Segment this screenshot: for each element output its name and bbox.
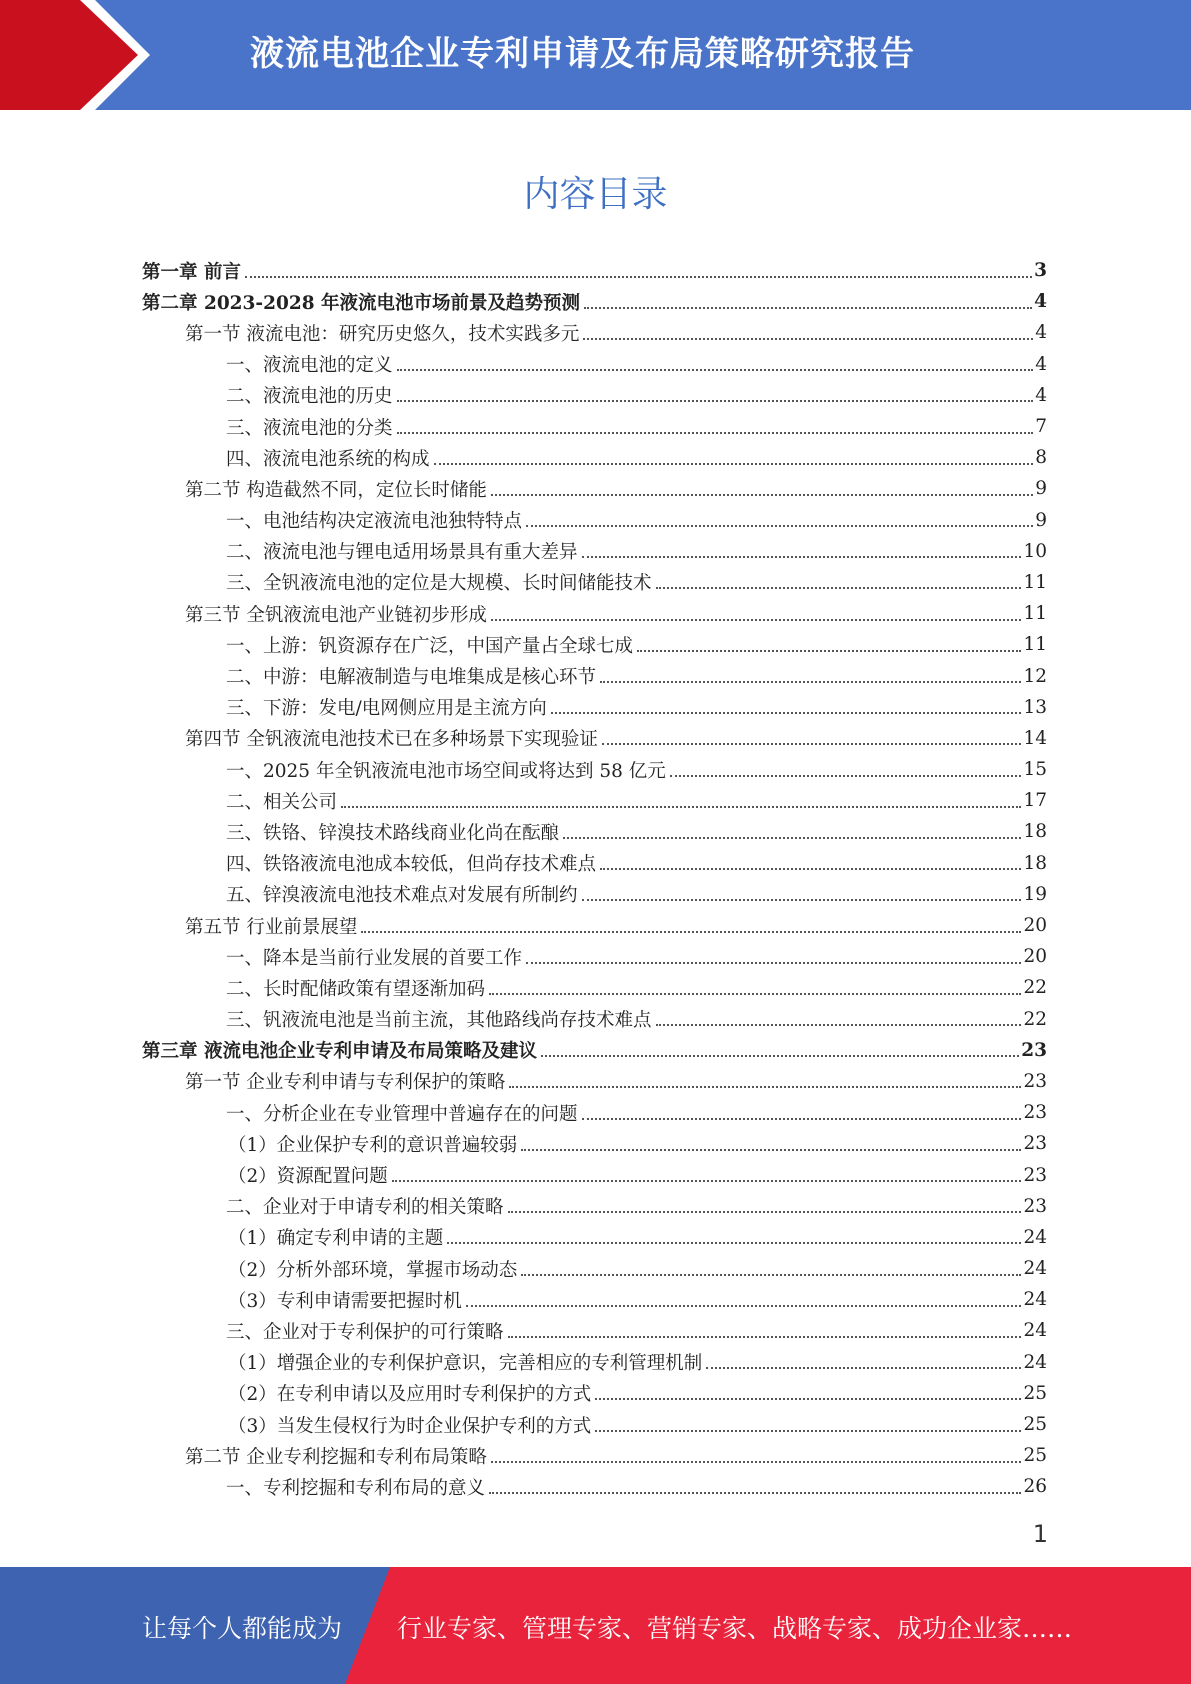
- toc-leader-dots: [434, 463, 1034, 465]
- toc-entry-page: 4: [1035, 322, 1047, 344]
- toc-leader-dots: [595, 1398, 1021, 1400]
- toc-entry-page: 24: [1023, 1351, 1047, 1373]
- toc-entry[interactable]: [142, 1347, 1047, 1378]
- toc-entry-page: 25: [1023, 1445, 1047, 1467]
- toc-entry-page: 17: [1023, 790, 1047, 812]
- toc-entry-page: 11: [1023, 603, 1047, 625]
- toc-leader-dots: [600, 681, 1021, 683]
- toc-leader-dots: [637, 650, 1021, 652]
- toc-entry-label: 四、铁铬液流电池成本较低，但尚存技术难点: [226, 854, 597, 876]
- toc-leader-dots: [595, 1430, 1021, 1432]
- toc-entry-label: （1）增强企业的专利保护意识，完善相应的专利管理机制: [228, 1353, 703, 1375]
- toc-entry[interactable]: [142, 1315, 1047, 1346]
- page-number: 1: [1032, 1520, 1048, 1548]
- toc-entry-label: 三、铁铬、锌溴技术路线商业化尚在酝酿: [226, 822, 560, 844]
- toc-entry-page: 4: [1034, 291, 1047, 313]
- toc-entry-page: 25: [1023, 1382, 1047, 1404]
- toc-leader-dots: [509, 1086, 1021, 1088]
- toc-entry[interactable]: [142, 1128, 1047, 1159]
- toc-entry[interactable]: [142, 1440, 1047, 1471]
- toc-entry[interactable]: [142, 442, 1047, 473]
- toc-leader-dots: [397, 400, 1034, 402]
- toc-leader-dots: [602, 743, 1022, 745]
- table-of-contents: [142, 255, 1047, 1503]
- toc-entry-label: 二、企业对于申请专利的相关策略: [226, 1197, 504, 1219]
- toc-entry[interactable]: [142, 567, 1047, 598]
- toc-entry-label: 二、中游：电解液制造与电堆集成是核心环节: [226, 667, 597, 689]
- toc-leader-dots: [447, 1242, 1021, 1244]
- toc-leader-dots: [584, 307, 1032, 309]
- toc-entry[interactable]: [142, 1191, 1047, 1222]
- toc-entry-label: 一、电池结构决定液流电池独特特点: [226, 511, 523, 533]
- toc-leader-dots: [491, 494, 1033, 496]
- toc-entry-label: 第三节 全钒液流电池产业链初步形成: [185, 604, 487, 626]
- toc-leader-dots: [521, 1149, 1021, 1151]
- toc-entry-label: （3）专利申请需要把握时机: [228, 1290, 462, 1312]
- toc-entry[interactable]: [142, 1066, 1047, 1097]
- toc-leader-dots: [341, 806, 1021, 808]
- footer-slogan-right: 行业专家、管理专家、营销专家、战略专家、成功企业家……: [397, 1614, 1073, 1643]
- toc-entry[interactable]: [142, 910, 1047, 941]
- toc-leader-dots: [600, 868, 1021, 870]
- toc-entry-label: 第五节 行业前景展望: [185, 916, 358, 938]
- toc-entry-page: 23: [1023, 1164, 1047, 1186]
- toc-entry-label: 五、锌溴液流电池技术难点对发展有所制约: [226, 885, 578, 907]
- toc-entry-label: 一、上游：钒资源存在广泛，中国产量占全球七成: [226, 635, 634, 657]
- toc-entry-page: 24: [1023, 1258, 1047, 1280]
- toc-entry-page: 12: [1023, 665, 1047, 687]
- footer-slogan-left: 让每个人都能成为: [142, 1614, 343, 1643]
- toc-leader-dots: [491, 1461, 1022, 1463]
- toc-entry[interactable]: [142, 1035, 1047, 1066]
- toc-entry-page: 25: [1023, 1414, 1047, 1436]
- toc-entry[interactable]: [142, 1222, 1047, 1253]
- toc-entry-label: 二、液流电池与锂电适用场景具有重大差异: [226, 542, 578, 564]
- toc-entry[interactable]: [142, 1159, 1047, 1190]
- toc-leader-dots: [541, 1055, 1019, 1057]
- toc-leader-dots: [361, 931, 1021, 933]
- toc-entry-page: 23: [1023, 1195, 1047, 1217]
- toc-leader-dots: [670, 775, 1022, 777]
- toc-entry-label: 三、全钒液流电池的定位是大规模、长时间储能技术: [226, 573, 652, 595]
- toc-entry-label: 一、分析企业在专业管理中普遍存在的问题: [226, 1103, 578, 1125]
- toc-entry-page: 22: [1023, 1008, 1047, 1030]
- toc-entry-label: 三、企业对于专利保护的可行策略: [226, 1321, 504, 1343]
- toc-leader-dots: [508, 1211, 1022, 1213]
- toc-entry[interactable]: [142, 473, 1047, 504]
- toc-entry-page: 18: [1023, 852, 1047, 874]
- toc-entry-label: 一、专利挖掘和专利布局的意义: [226, 1477, 486, 1499]
- toc-heading: 内容目录: [523, 174, 668, 215]
- toc-entry[interactable]: [142, 1409, 1047, 1440]
- toc-entry[interactable]: [142, 411, 1047, 442]
- toc-entry[interactable]: [142, 723, 1047, 754]
- toc-leader-dots: [582, 556, 1022, 558]
- toc-entry[interactable]: [142, 692, 1047, 723]
- toc-entry[interactable]: [142, 286, 1047, 317]
- toc-leader-dots: [521, 1274, 1021, 1276]
- toc-entry-label: 二、相关公司: [226, 791, 338, 813]
- toc-entry-page: 11: [1023, 634, 1047, 656]
- toc-entry[interactable]: [142, 1097, 1047, 1128]
- toc-entry-page: 18: [1023, 821, 1047, 843]
- toc-entry-page: 24: [1023, 1320, 1047, 1342]
- toc-entry[interactable]: [142, 754, 1047, 785]
- toc-leader-dots: [563, 837, 1021, 839]
- toc-entry-page: 15: [1023, 759, 1047, 781]
- toc-entry-label: 第四节 全钒液流电池技术已在多种场景下实现验证: [185, 729, 598, 751]
- toc-leader-dots: [491, 619, 1022, 621]
- toc-entry-label: 一、2025 年全钒液流电池市场空间或将达到 58 亿元: [226, 760, 666, 782]
- toc-entry-label: （2）分析外部环境，掌握市场动态: [228, 1259, 518, 1281]
- toc-entry[interactable]: [142, 380, 1047, 411]
- toc-entry[interactable]: [142, 972, 1047, 1003]
- toc-entry-page: 22: [1023, 977, 1047, 999]
- toc-entry-label: 一、降本是当前行业发展的首要工作: [226, 947, 523, 969]
- toc-entry-label: 三、液流电池的分类: [226, 417, 393, 439]
- toc-entry[interactable]: [142, 505, 1047, 536]
- toc-entry-page: 4: [1035, 384, 1047, 406]
- toc-leader-dots: [526, 962, 1021, 964]
- toc-entry[interactable]: [142, 816, 1047, 847]
- toc-entry[interactable]: [142, 629, 1047, 660]
- toc-entry-page: 9: [1035, 509, 1047, 531]
- toc-entry[interactable]: [142, 255, 1047, 286]
- toc-entry[interactable]: [142, 1378, 1047, 1409]
- toc-entry[interactable]: [142, 941, 1047, 972]
- toc-leader-dots: [489, 1492, 1021, 1494]
- toc-entry-page: 23: [1021, 1039, 1047, 1061]
- toc-leader-dots: [656, 1024, 1022, 1026]
- toc-leader-dots: [397, 432, 1034, 434]
- toc-entry-label: 第二节 构造截然不同，定位长时储能: [185, 479, 487, 501]
- toc-entry[interactable]: [142, 879, 1047, 910]
- toc-entry-label: 第一节 液流电池：研究历史悠久，技术实践多元: [185, 323, 580, 345]
- toc-entry-label: 第一节 企业专利申请与专利保护的策略: [185, 1072, 506, 1094]
- toc-entry-page: 20: [1023, 946, 1047, 968]
- report-title: 液流电池企业专利申请及布局策略研究报告: [250, 34, 915, 74]
- toc-leader-dots: [526, 525, 1033, 527]
- toc-entry-page: 3: [1034, 260, 1047, 282]
- toc-entry-label: 三、下游：发电/电网侧应用是主流方向: [226, 698, 547, 720]
- toc-leader-dots: [508, 1336, 1022, 1338]
- toc-entry-page: 20: [1023, 915, 1047, 937]
- toc-entry[interactable]: [142, 660, 1047, 691]
- toc-entry-page: 24: [1023, 1226, 1047, 1248]
- toc-leader-dots: [582, 1118, 1022, 1120]
- toc-entry-page: 11: [1023, 571, 1047, 593]
- toc-entry-label: 第三章 液流电池企业专利申请及布局策略及建议: [142, 1041, 537, 1063]
- toc-entry-label: （1）企业保护专利的意识普遍较弱: [228, 1134, 518, 1156]
- toc-entry-label: （1）确定专利申请的主题: [228, 1228, 444, 1250]
- toc-entry-page: 7: [1035, 416, 1047, 438]
- header-arrow-icon: [0, 0, 138, 110]
- toc-entry[interactable]: [142, 1253, 1047, 1284]
- toc-leader-dots: [551, 712, 1022, 714]
- toc-leader-dots: [706, 1367, 1021, 1369]
- toc-entry-label: 二、长时配储政策有望逐渐加码: [226, 978, 486, 1000]
- toc-entry[interactable]: [142, 1004, 1047, 1035]
- toc-leader-dots: [583, 338, 1033, 340]
- toc-entry-page: 26: [1023, 1476, 1047, 1498]
- toc-entry-label: 一、液流电池的定义: [226, 355, 393, 377]
- toc-entry-label: 二、液流电池的历史: [226, 386, 393, 408]
- toc-entry-label: 三、钒液流电池是当前主流，其他路线尚存技术难点: [226, 1010, 652, 1032]
- toc-entry[interactable]: [142, 1284, 1047, 1315]
- toc-entry-page: 24: [1023, 1289, 1047, 1311]
- toc-entry[interactable]: [142, 598, 1047, 629]
- toc-entry[interactable]: [142, 785, 1047, 816]
- toc-entry-page: 8: [1035, 447, 1047, 469]
- toc-leader-dots: [466, 1305, 1022, 1307]
- toc-entry-label: （3）当发生侵权行为时企业保护专利的方式: [228, 1415, 592, 1437]
- toc-leader-dots: [489, 993, 1021, 995]
- toc-entry-page: 13: [1023, 696, 1047, 718]
- toc-leader-dots: [582, 899, 1022, 901]
- toc-leader-dots: [245, 276, 1032, 278]
- toc-entry[interactable]: [142, 317, 1047, 348]
- toc-entry-label: 第二章 2023-2028 年液流电池市场前景及趋势预测: [142, 292, 581, 314]
- toc-entry-page: 10: [1023, 540, 1047, 562]
- toc-entry[interactable]: [142, 536, 1047, 567]
- toc-entry-page: 9: [1035, 478, 1047, 500]
- toc-entry-page: 14: [1023, 727, 1047, 749]
- toc-entry-page: 23: [1023, 1102, 1047, 1124]
- toc-entry-label: （2）资源配置问题: [228, 1166, 388, 1188]
- toc-leader-dots: [397, 369, 1034, 371]
- toc-entry-page: 19: [1023, 883, 1047, 905]
- toc-entry-label: 四、液流电池系统的构成: [226, 448, 430, 470]
- toc-entry-page: 23: [1023, 1070, 1047, 1092]
- toc-entry[interactable]: [142, 349, 1047, 380]
- toc-entry-page: 4: [1035, 353, 1047, 375]
- header-banner: [0, 0, 1191, 110]
- toc-leader-dots: [656, 587, 1022, 589]
- toc-entry-label: 第二节 企业专利挖掘和专利布局策略: [185, 1446, 487, 1468]
- toc-entry[interactable]: [142, 1471, 1047, 1502]
- toc-leader-dots: [392, 1180, 1022, 1182]
- toc-entry-label: 第一章 前言: [142, 261, 241, 283]
- toc-entry-label: （2）在专利申请以及应用时专利保护的方式: [228, 1384, 592, 1406]
- toc-entry-page: 23: [1023, 1133, 1047, 1155]
- toc-entry[interactable]: [142, 848, 1047, 879]
- footer-banner: [0, 1567, 1191, 1684]
